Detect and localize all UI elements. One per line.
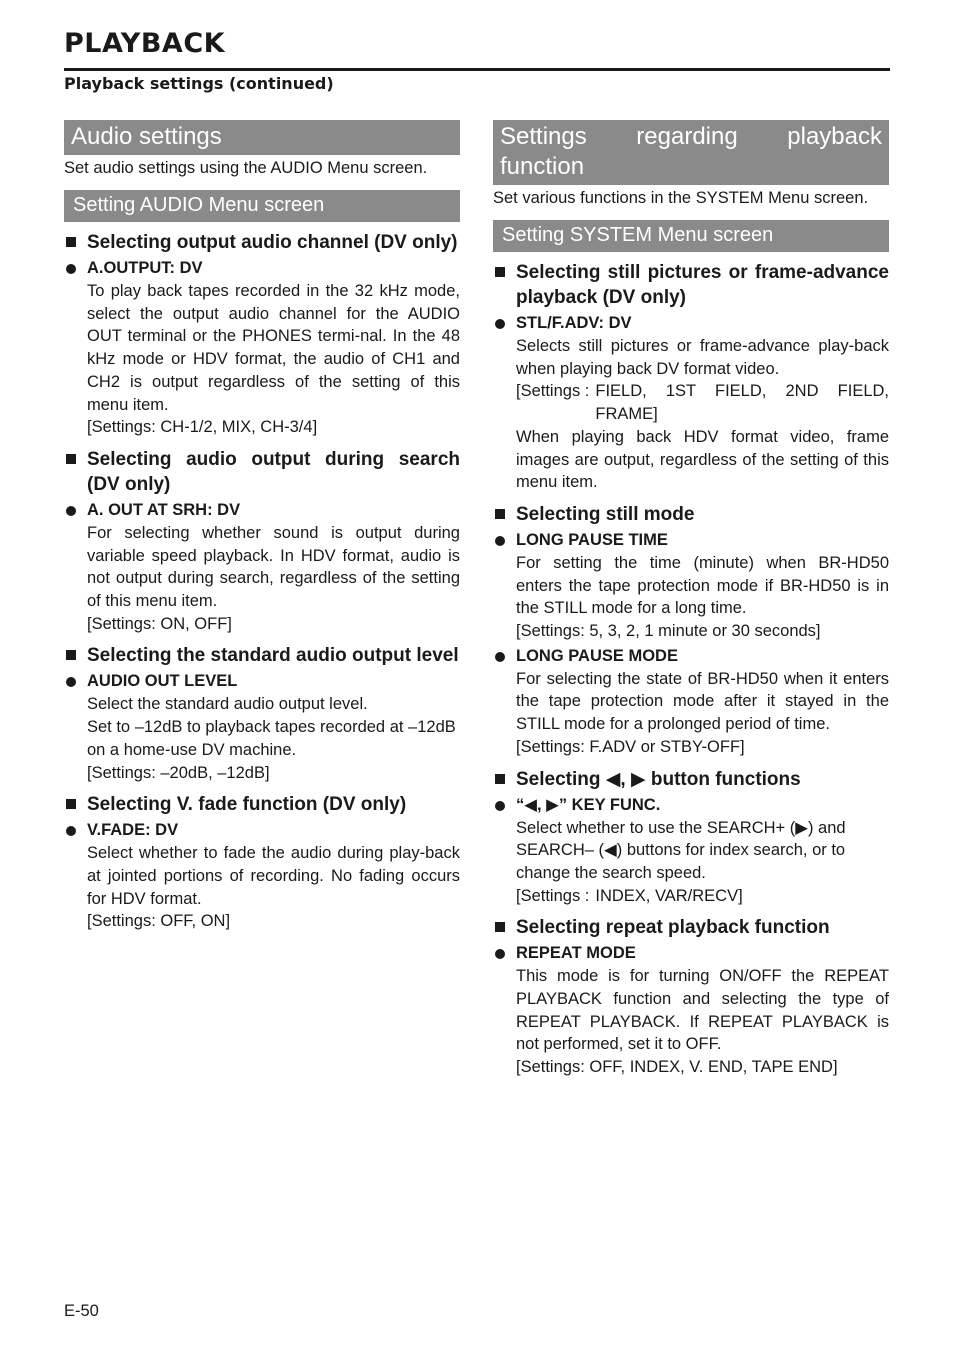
menu-item-name (64, 499, 460, 522)
item-heading (64, 643, 460, 668)
title-rule (64, 68, 890, 71)
item-description (493, 552, 889, 643)
menu-item-name-text: LONG PAUSE TIME (516, 530, 668, 549)
square-bullet-icon (495, 774, 505, 784)
square-bullet-icon (495, 922, 505, 932)
item-heading-text: Selecting V. fade function (DV only) (87, 794, 407, 816)
item-heading-text: Selecting output audio channel (DV only) (87, 232, 458, 253)
settings-row (516, 885, 889, 908)
settings-text: [Settings: OFF, INDEX, V. END, TAPE END] (516, 1058, 838, 1077)
item-description (493, 668, 889, 759)
item-heading (493, 260, 889, 310)
section-title-playback-function: Settings regarding playback function (493, 120, 889, 185)
settings-text: [Settings: 5, 3, 2, 1 minute or 30 seconds] (516, 622, 821, 641)
round-bullet-icon (66, 506, 76, 516)
subsection-title-audio-menu: Setting AUDIO Menu screen (64, 190, 460, 222)
settings-label: [Settings : (516, 382, 590, 401)
square-bullet-icon (66, 237, 76, 247)
item-heading (64, 230, 460, 255)
page-number: E-50 (64, 1302, 99, 1320)
item-heading-text: Selecting still pictures or frame-advance playback (DV only) (516, 262, 889, 308)
item-description (493, 817, 889, 908)
menu-item-name (64, 819, 460, 842)
triangle-left-icon: ◀ (605, 768, 621, 790)
item-heading-text: Selecting audio output during search (DV only) (87, 448, 460, 495)
description-text: Set to –12dB to playback tapes recorded at –12dB on a home-use DV machine. (87, 718, 456, 759)
description-text: Select the standard audio output level. (87, 695, 368, 714)
item-heading-text: Selecting the standard audio output level (87, 645, 459, 667)
page-title: PLAYBACK (64, 28, 226, 59)
triangle-right-icon: ▶ (630, 768, 646, 790)
square-bullet-icon (66, 454, 76, 464)
playback-function-column (493, 120, 889, 1079)
audio-settings-column (64, 120, 460, 933)
section-intro: Set various functions in the SYSTEM Menu screen. (493, 189, 869, 207)
settings-text: [Settings: F.ADV or STBY-OFF] (516, 737, 745, 756)
menu-item-name-text: STL/F.ADV: DV (516, 314, 632, 332)
item-description (64, 280, 460, 439)
menu-item-name (493, 312, 889, 335)
item-description (493, 965, 889, 1079)
menu-item-name (64, 670, 460, 693)
description-text: For selecting whether sound is output during variable speed playback. In HDV format, audio is not output during search, regardless of the setting of this menu item. (87, 523, 460, 611)
triangle-left-icon: ◀ (604, 841, 617, 860)
triangle-right-icon: ▶ (795, 818, 808, 837)
description-text: This mode is for turning ON/OFF the REPEAT PLAYBACK function and selecting the type of REPEAT PLAYBACK. If REPEAT PLAYBACK is not performed, set it to OFF. (516, 967, 889, 1054)
square-bullet-icon (495, 509, 505, 519)
description-text: When playing back HDV format video, frame images are output, regardless of the setting of this menu item. (516, 427, 889, 492)
section-title-audio-settings: Audio settings (64, 120, 460, 155)
round-bullet-icon (495, 652, 505, 662)
item-description (64, 522, 460, 636)
menu-item-name-text: AUDIO OUT LEVEL (87, 672, 238, 691)
menu-item-name-text: LONG PAUSE MODE (516, 646, 678, 665)
item-heading-text: Selecting still mode (516, 503, 695, 525)
menu-item-name-text: V.FADE: DV (87, 821, 179, 840)
menu-item-name-text: “◀, ▶” KEY FUNC. (516, 795, 661, 814)
item-description (64, 842, 460, 933)
round-bullet-icon (495, 536, 505, 546)
menu-item-name (493, 645, 889, 668)
section-intro: Set audio settings using the AUDIO Menu screen. (64, 159, 428, 177)
round-bullet-icon (66, 264, 76, 274)
menu-item-name-text: A.OUTPUT: DV (87, 259, 203, 277)
menu-item-name-text: A. OUT AT SRH: DV (87, 500, 241, 519)
item-heading-text: Selecting repeat playback function (516, 917, 830, 939)
triangle-left-icon: ◀ (524, 795, 537, 814)
page-subtitle: Playback settings (continued) (64, 74, 334, 93)
round-bullet-icon (495, 801, 505, 811)
square-bullet-icon (66, 799, 76, 809)
settings-text: [Settings: –20dB, –12dB] (87, 763, 270, 782)
settings-value: FIELD, 1ST FIELD, 2ND FIELD, FRAME] (595, 382, 889, 424)
item-heading (64, 792, 460, 817)
triangle-right-icon: ▶ (546, 795, 559, 814)
settings-label: [Settings : (516, 886, 590, 905)
menu-item-name (493, 942, 889, 965)
item-description (493, 335, 889, 494)
item-heading (493, 767, 889, 792)
round-bullet-icon (66, 826, 76, 836)
description-text: For setting the time (minute) when BR-HD50 enters the tape protection mode if BR-HD50 is in the STILL mode for a long time. (516, 553, 889, 618)
description-text: To play back tapes recorded in the 32 kHz mode, select the output audio channel for the AUDIO OUT terminal or the PHONES termi-nal. In the 48 kHz mode or HDV format, the audio of CH1 and CH2 is output regardless of the setting of this menu item. (87, 282, 460, 414)
item-heading (493, 915, 889, 940)
description-text: For selecting the state of BR-HD50 when it enters the tape protection mode after it stayed in the STILL mode for a prolonged period of time. (516, 669, 889, 734)
square-bullet-icon (66, 650, 76, 660)
settings-text: [Settings: OFF, ON] (87, 912, 231, 931)
menu-item-name-text: REPEAT MODE (516, 944, 636, 963)
settings-value: INDEX, VAR/RECV] (595, 886, 743, 905)
item-heading-text: Selecting ◀, ▶ button functions (516, 768, 801, 790)
round-bullet-icon (66, 677, 76, 687)
description-text: Select whether to fade the audio during play-back at jointed portions of recording. No fading occurs for HDV format. (87, 844, 460, 908)
settings-text: [Settings: ON, OFF] (87, 614, 232, 633)
item-heading (64, 447, 460, 497)
round-bullet-icon (495, 949, 505, 959)
description-text: Select whether to use the SEARCH+ (▶) and SEARCH– (◀) buttons for index search, or to change the search speed. (516, 818, 846, 882)
settings-text: [Settings: CH-1/2, MIX, CH-3/4] (87, 418, 318, 437)
menu-item-name (493, 794, 889, 817)
round-bullet-icon (495, 319, 505, 329)
item-heading (493, 502, 889, 527)
square-bullet-icon (495, 267, 505, 277)
item-description (64, 693, 460, 784)
description-text: Selects still pictures or frame-advance play-back when playing back DV format video. (516, 337, 889, 378)
settings-row (516, 380, 889, 425)
menu-item-name (64, 257, 460, 280)
menu-item-name (493, 529, 889, 552)
subsection-title-system-menu: Setting SYSTEM Menu screen (493, 220, 889, 252)
